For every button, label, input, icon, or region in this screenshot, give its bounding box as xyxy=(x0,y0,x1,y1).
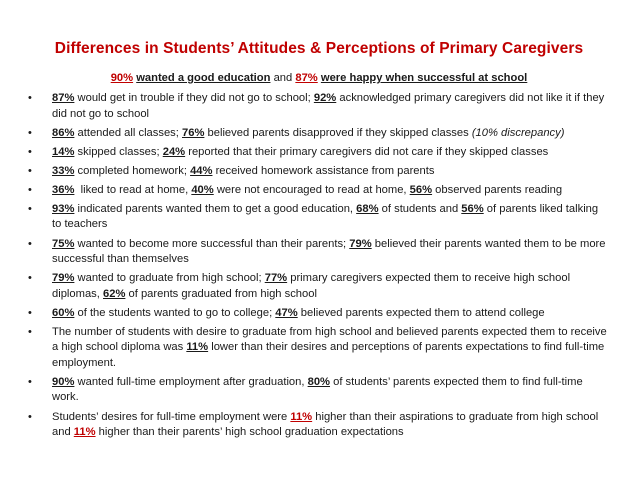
subtitle-connector: and xyxy=(270,72,296,84)
item-value: 11% xyxy=(73,426,96,439)
item-value: 77% xyxy=(264,272,288,285)
item-value: 86% xyxy=(52,126,75,139)
item-text: completed homework; xyxy=(74,164,191,177)
item-text: skipped classes; xyxy=(74,145,163,158)
findings-list xyxy=(28,91,608,444)
list-item xyxy=(28,145,608,161)
bullet-dot: • xyxy=(28,306,32,319)
item-text: higher than their aspirations to graduate from high school and xyxy=(52,410,599,439)
item-text: indicated parents wanted them to get a good education, xyxy=(74,202,357,215)
bullet-dot: • xyxy=(28,164,32,177)
item-text: of students’ parents expected them to find full-time work. xyxy=(52,375,583,404)
list-item xyxy=(28,306,608,322)
item-text: would get in trouble if they did not go to school; xyxy=(74,92,314,104)
item-value: 68% xyxy=(356,202,379,215)
list-item xyxy=(28,271,608,302)
bullet-dot: • xyxy=(28,92,32,104)
item-text: believed parents expected them to attend college xyxy=(297,306,545,319)
item-text: believed their parents wanted them to be more successful than themselves xyxy=(52,237,606,266)
bullet-dot: • xyxy=(28,325,32,338)
item-value: 56% xyxy=(461,202,484,215)
item-text: of parents liked talking to teachers xyxy=(52,202,599,231)
item-text: higher than their parents’ high school graduation expectations xyxy=(95,426,404,439)
slide-subtitle xyxy=(0,72,638,84)
item-text: of parents graduated from high school xyxy=(125,287,317,300)
item-text: lower than their desires and perceptions of parents expectations to find full-time employment. xyxy=(52,341,605,369)
item-value: 11% xyxy=(290,410,313,423)
item-value: 33% xyxy=(52,164,75,177)
item-value: 14% xyxy=(52,145,75,158)
item-value: 79% xyxy=(52,272,75,285)
list-item xyxy=(28,183,608,199)
item-value: 24% xyxy=(162,145,186,158)
bullet-dot: • xyxy=(28,237,32,250)
list-item xyxy=(28,91,608,122)
item-value: 79% xyxy=(349,237,372,250)
subtitle-text-good-education: wanted a good education xyxy=(136,72,271,84)
list-item xyxy=(28,126,608,142)
bullet-dot: • xyxy=(28,126,32,139)
bullet-dot: • xyxy=(28,410,32,423)
item-value: 76% xyxy=(182,126,205,139)
subtitle-value-happy: 87% xyxy=(295,72,318,84)
item-text: attended all classes; xyxy=(74,126,182,139)
item-text: reported that their primary caregivers did not care if they skipped classes xyxy=(185,145,549,158)
item-text: of students and xyxy=(378,202,462,215)
bullet-dot: • xyxy=(28,183,32,196)
list-item xyxy=(28,375,608,406)
subtitle-value-good-education: 90% xyxy=(110,72,134,84)
list-item xyxy=(28,237,608,268)
item-value: 92% xyxy=(313,92,337,104)
item-value: 40% xyxy=(191,183,214,196)
item-text: believed parents disapproved if they skipped classes xyxy=(204,126,472,139)
list-item xyxy=(28,325,608,372)
list-item xyxy=(28,202,608,233)
item-text: primary caregivers expected them to receive high school diplomas, xyxy=(52,272,571,300)
item-value: 90% xyxy=(52,375,75,388)
bullet-dot: • xyxy=(28,145,32,158)
list-item xyxy=(28,164,608,180)
item-text: observed parents reading xyxy=(432,183,563,196)
item-text: acknowledged primary caregivers did not like it if they did not go to school xyxy=(52,92,605,120)
item-value: 56% xyxy=(409,183,433,196)
bullet-dot: • xyxy=(28,375,32,388)
item-note: (10% discrepancy) xyxy=(471,126,565,139)
item-text: The number of students with desire to graduate from high school and believed parents expected them to receive a high school diploma was xyxy=(52,325,607,354)
item-value: 93% xyxy=(52,202,75,215)
item-value: 44% xyxy=(190,164,213,177)
item-text: were not encouraged to read at home, xyxy=(213,183,410,196)
item-text: wanted to become more successful than their parents; xyxy=(74,237,350,250)
slide-title: Differences in Students’ Attitudes & Perceptions of Primary Caregivers xyxy=(54,40,584,57)
item-value: 47% xyxy=(275,306,298,319)
subtitle-text-happy: were happy when successful at school xyxy=(320,72,528,84)
item-text: Students’ desires for full-time employment were xyxy=(52,410,291,423)
item-text: liked to read at home, xyxy=(74,183,192,196)
list-item xyxy=(28,410,608,441)
item-value: 80% xyxy=(307,375,331,388)
item-text: wanted to graduate from high school; xyxy=(74,272,265,285)
item-value: 11% xyxy=(186,341,209,354)
item-value: 60% xyxy=(52,306,75,319)
item-value: 87% xyxy=(52,92,75,104)
item-text: received homework assistance from parents xyxy=(212,164,435,177)
item-value: 62% xyxy=(103,287,126,300)
item-value: 36% xyxy=(52,183,75,196)
bullet-dot: • xyxy=(28,272,32,285)
item-text: of the students wanted to go to college; xyxy=(74,306,276,319)
bullet-dot: • xyxy=(28,202,32,215)
item-value: 75% xyxy=(52,237,75,250)
item-text: wanted full-time employment after graduation, xyxy=(74,375,308,388)
